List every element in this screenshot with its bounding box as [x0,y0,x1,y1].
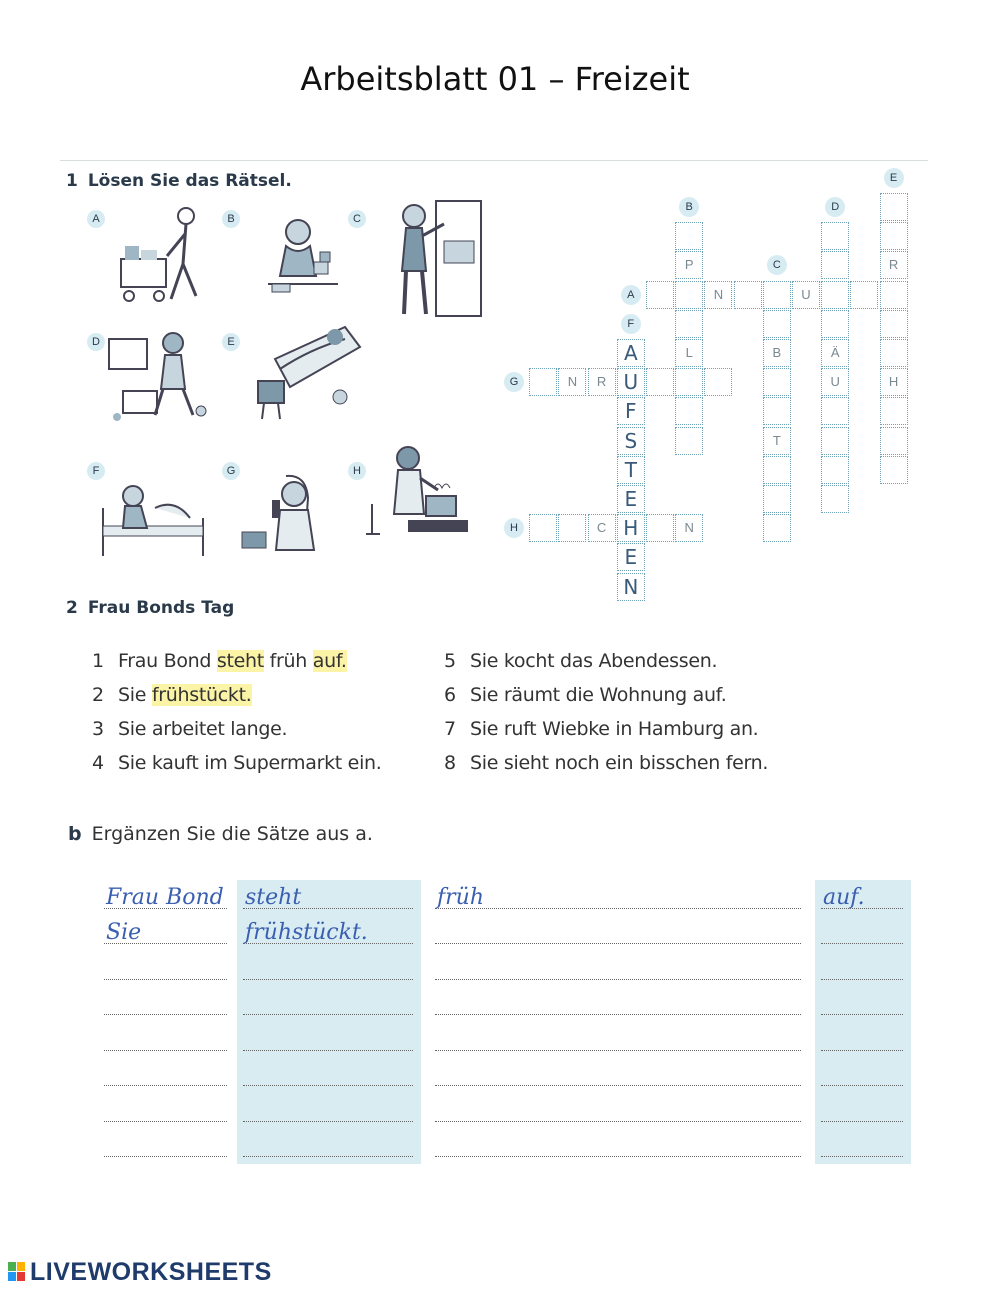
liveworksheets-logo[interactable]: LIVEWORKSHEETS [30,1258,272,1286]
child-playing-icon [258,214,348,309]
crossword-cell[interactable] [880,397,908,425]
picture-label: H [348,462,366,480]
sentence-3 [92,718,287,740]
answer-line [243,1014,413,1015]
handwritten-answer: Frau Bond [106,884,224,910]
sentence-number: 2 [92,684,104,706]
answer-cell[interactable] [237,916,421,952]
crossword-cell[interactable] [529,514,557,542]
answer-cell[interactable] [98,916,235,952]
crossword-solution-cell[interactable]: E [617,543,645,571]
shopping-cart-icon [101,204,211,319]
answer-cell[interactable] [815,987,911,1023]
answer-cell[interactable] [98,1093,235,1129]
answer-cell[interactable] [815,916,911,952]
sentence-number: 3 [92,718,104,740]
crossword-hint-cell: N [704,281,732,309]
crossword-cell[interactable] [558,514,586,542]
answer-cell[interactable] [237,951,421,987]
crossword-cell[interactable] [675,281,703,309]
handwritten-answer: frühstückt. [245,920,368,945]
picture-label: B [222,210,240,228]
page-title: Arbeitsblatt 01 – Freizeit [300,60,690,98]
answer-line [435,1121,801,1122]
answer-line [243,1156,413,1157]
crossword-label-d: D [825,197,845,217]
crossword-cell[interactable] [675,397,703,425]
crossword-hint-cell: U [792,281,820,309]
crossword-label-h: H [504,518,524,538]
exercise-title: Lösen Sie das Rätsel. [87,171,292,191]
answer-cell[interactable] [237,1022,421,1058]
crossword-cell[interactable] [646,281,674,309]
liveworksheets-logo-icon [8,1262,26,1282]
sentence-text: Sie ruft Wiebke in Hamburg an. [470,718,759,740]
crossword-solution-cell[interactable]: U [617,368,645,396]
picture-label: A [87,210,105,228]
answer-line [435,1156,801,1157]
sentence-1 [92,650,347,672]
answer-line [435,1085,801,1086]
crossword-cell[interactable] [821,427,849,455]
answer-cell[interactable] [98,1022,235,1058]
answer-cell[interactable] [429,1058,809,1094]
exercise-b-heading [68,823,373,845]
answer-cell[interactable] [815,1093,911,1129]
crossword-cell[interactable] [704,368,732,396]
sentence-part: Sie [118,684,152,706]
answer-cell[interactable] [98,1058,235,1094]
answer-line [435,943,801,944]
table-row [98,880,913,916]
crossword-cell[interactable] [734,281,762,309]
crossword-cell[interactable] [821,251,849,279]
crossword-hint-cell: L [675,339,703,367]
sentence-6 [444,684,726,706]
answer-line [435,1014,801,1015]
crossword-hint-cell: T [763,427,791,455]
answer-line [104,979,227,980]
crossword-label-c: C [767,255,787,275]
bed-wakeup-icon [95,468,210,568]
sentence-4 [92,752,382,774]
crossword-label-e: E [884,168,904,188]
crossword-cell[interactable] [763,514,791,542]
table-row [98,987,913,1023]
exercise-number: 2 [66,598,78,618]
crossword-solution-cell[interactable]: T [617,456,645,484]
crossword-hint-cell: N [558,368,586,396]
cooking-icon [358,444,473,549]
crossword-cell[interactable] [821,222,849,250]
tidy-room-icon [103,329,213,434]
crossword-solution-cell[interactable]: H [617,514,645,542]
exercise-1-heading [66,171,292,191]
highlighted-prefix: auf. [312,650,347,672]
answer-line [104,1085,227,1086]
crossword-label-a: A [621,285,641,305]
answer-line [435,979,801,980]
answer-line [104,1121,227,1122]
exercise-2-heading [66,598,234,618]
crossword-cell[interactable] [763,485,791,513]
crossword-cell[interactable] [763,397,791,425]
crossword-solution-cell[interactable]: A [617,339,645,367]
answer-cell[interactable] [237,1058,421,1094]
sentence-8 [444,752,768,774]
answer-cell[interactable] [237,1129,421,1165]
crossword-cell[interactable] [646,368,674,396]
table-row [98,1093,913,1129]
sentence-number: 6 [444,684,456,706]
answer-line [821,1014,903,1015]
handwritten-answer: steht [245,884,302,910]
sentence-number: 5 [444,650,456,672]
crossword-solution-cell[interactable]: E [617,485,645,513]
crossword-hint-cell: B [763,339,791,367]
crossword-cell[interactable] [821,397,849,425]
crossword-cell[interactable] [880,310,908,338]
exercise-letter: b [68,823,82,845]
crossword-solution-cell[interactable]: S [617,427,645,455]
crossword-label-f: F [621,314,641,334]
crossword-label-b: B [679,197,699,217]
crossword-solution-cell[interactable]: F [617,397,645,425]
exercise-number: 1 [66,171,78,191]
crossword-hint-cell: P [675,251,703,279]
sentence-2 [92,684,252,706]
table-row [98,1058,913,1094]
answer-line [104,1050,227,1051]
crossword-cell[interactable] [821,485,849,513]
answer-line [821,1121,903,1122]
sentence-text: Sie räumt die Wohnung auf. [470,684,727,706]
crossword-label-g: G [504,372,524,392]
sentence-text: Sie sieht noch ein bisschen fern. [470,752,769,774]
sentence-5 [444,650,717,672]
crossword-cell[interactable] [880,427,908,455]
answer-line [104,1014,227,1015]
answer-line [243,1050,413,1051]
answer-cell[interactable] [429,987,809,1023]
sentence-7 [444,718,758,740]
crossword-hint-cell: Ä [821,339,849,367]
crossword-cell[interactable] [529,368,557,396]
answer-cell[interactable] [429,1129,809,1165]
answer-line [243,979,413,980]
crossword-cell[interactable] [821,310,849,338]
sentence-number: 1 [92,650,104,672]
sentence-number: 4 [92,752,104,774]
sofa-tv-icon [250,319,365,434]
table-row [98,1022,913,1058]
crossword-hint-cell: R [880,251,908,279]
crossword-solution-cell[interactable]: N [617,573,645,601]
table-row [98,916,913,952]
answer-cell[interactable] [815,880,911,916]
exercise-title: Frau Bonds Tag [87,598,235,618]
sentence-text: Sie arbeitet lange. [118,718,288,740]
picture-label: D [87,333,105,351]
answer-table [98,880,913,1164]
crossword-hint-cell: U [821,368,849,396]
handwritten-answer: früh [437,884,484,910]
answer-line [821,943,903,944]
answer-cell[interactable] [815,1058,911,1094]
answer-line [435,1050,801,1051]
picture-label: G [222,462,240,480]
crossword-cell[interactable] [763,368,791,396]
phone-call-icon [236,466,326,561]
picture-label: C [348,210,366,228]
answer-line [821,979,903,980]
answer-cell[interactable] [237,880,421,916]
handwritten-answer: Sie [106,920,142,945]
sentence-number: 8 [444,752,456,774]
crossword-cell[interactable] [675,427,703,455]
answer-cell[interactable] [429,951,809,987]
answer-cell[interactable] [815,1129,911,1165]
answer-line [104,1156,227,1157]
answer-cell[interactable] [98,951,235,987]
sentence-number: 7 [444,718,456,740]
crossword-cell[interactable] [880,222,908,250]
sentence-text: Sie kocht das Abendessen. [470,650,718,672]
answer-cell[interactable] [237,987,421,1023]
crossword-hint-cell: C [588,514,616,542]
crossword-cell[interactable] [880,339,908,367]
crossword-cell[interactable] [675,222,703,250]
answer-cell[interactable] [98,987,235,1023]
crossword-cell[interactable] [880,281,908,309]
crossword-cell[interactable] [850,281,878,309]
sentence-text: Sie kauft im Supermarkt ein. [118,752,382,774]
answer-line [821,1085,903,1086]
highlighted-verb: frühstückt. [151,684,252,706]
crossword-cell[interactable] [675,310,703,338]
answer-cell[interactable] [429,880,809,916]
crossword-puzzle [470,160,899,610]
crossword-cell[interactable] [763,281,791,309]
answer-cell[interactable] [815,1022,911,1058]
table-row [98,1129,913,1165]
exercise-title: Ergänzen Sie die Sätze aus a. [91,823,373,845]
table-row [98,951,913,987]
crossword-hint-cell: N [675,514,703,542]
answer-line [821,1156,903,1157]
answer-cell[interactable] [429,916,809,952]
picture-label: F [87,462,105,480]
crossword-cell[interactable] [821,456,849,484]
picture-label: E [222,333,240,351]
crossword-cell[interactable] [880,193,908,221]
answer-line [435,908,801,909]
crossword-cell[interactable] [821,281,849,309]
crossword-hint-cell: H [880,368,908,396]
answer-cell[interactable] [237,1093,421,1129]
answer-cell[interactable] [815,951,911,987]
answer-cell[interactable] [98,880,235,916]
answer-line [243,1121,413,1122]
sentence-part: Frau Bond [118,650,217,672]
answer-cell[interactable] [429,1093,809,1129]
answer-cell[interactable] [98,1129,235,1165]
crossword-cell[interactable] [646,514,674,542]
crossword-cell[interactable] [763,310,791,338]
answer-line [821,1050,903,1051]
crossword-hint-cell: R [588,368,616,396]
answer-cell[interactable] [429,1022,809,1058]
answer-line [243,1085,413,1086]
handwritten-answer: auf. [823,884,865,910]
crossword-cell[interactable] [880,456,908,484]
highlighted-verb: steht [216,650,264,672]
crossword-cell[interactable] [675,368,703,396]
crossword-cell[interactable] [763,456,791,484]
sentence-part: früh [263,650,313,672]
